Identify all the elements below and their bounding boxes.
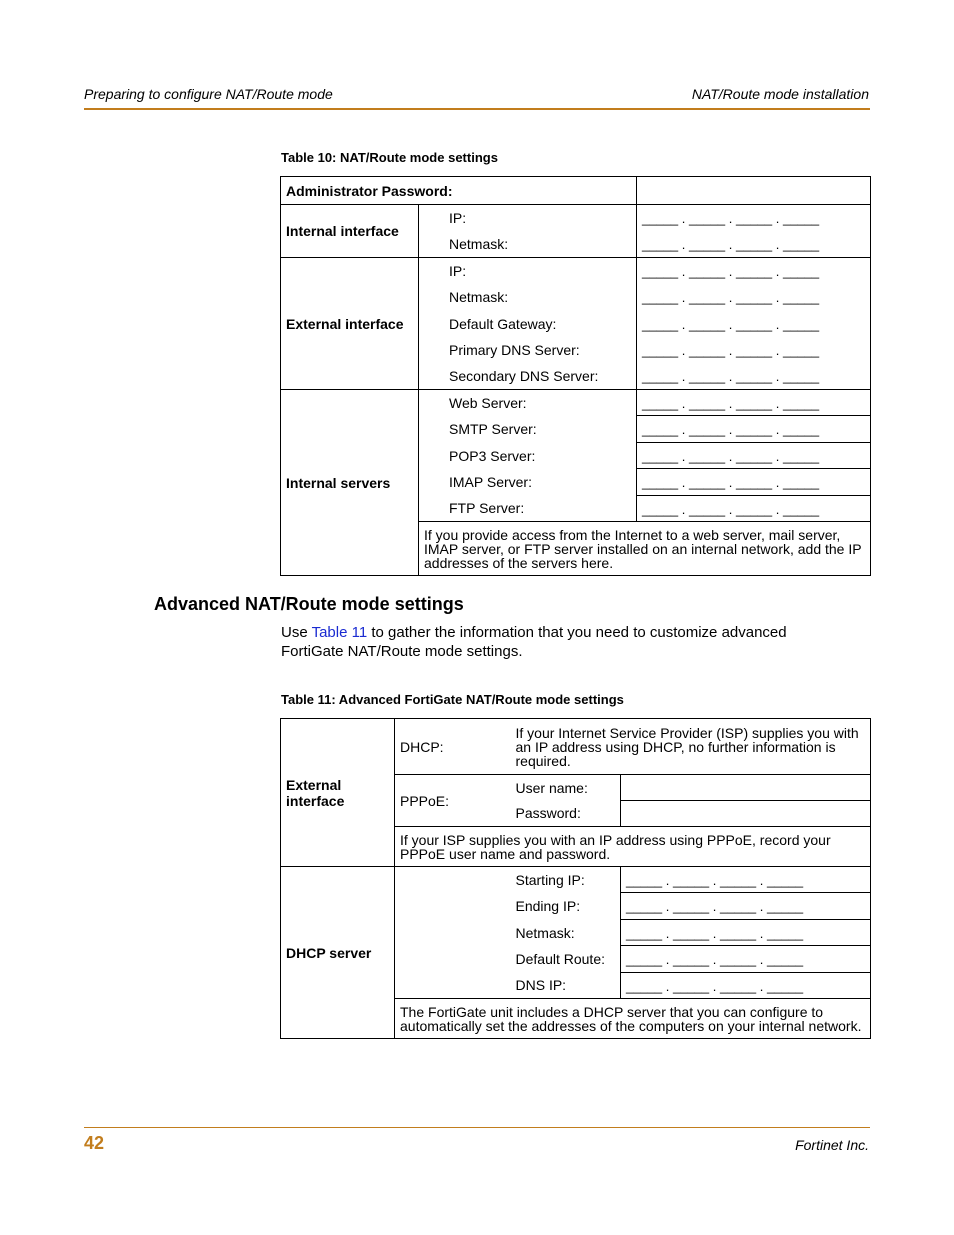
external-primary-dns-label: Primary DNS Server:	[449, 342, 580, 358]
external-interface-label: External interface	[281, 258, 419, 390]
ending-ip-blank: _____ . _____ . _____ . _____	[626, 899, 804, 914]
footer-rule	[84, 1127, 870, 1128]
running-header-right: NAT/Route mode installation	[691, 86, 869, 102]
default-route-label: Default Route:	[515, 951, 605, 967]
table11	[280, 718, 871, 1039]
internal-ip-blank: _____ . _____ . _____ . _____	[642, 210, 820, 226]
smtp-server-label: SMTP Server:	[449, 421, 537, 437]
external-ip-blank: _____ . _____ . _____ . _____	[642, 263, 820, 279]
dns-ip-label: DNS IP:	[511, 973, 621, 999]
external-ip-label: IP:	[419, 258, 637, 284]
section-body-post: to gather the information that you need to customize advanced FortiGate NAT/Route mode settings.	[281, 624, 787, 660]
starting-ip-blank: _____ . _____ . _____ . _____	[626, 872, 804, 888]
ftp-server-label: FTP Server:	[449, 500, 525, 517]
dhcp-label: DHCP:	[395, 719, 511, 775]
starting-ip-label: Starting IP:	[511, 867, 621, 893]
section-body	[281, 623, 841, 661]
internal-ip-label: IP:	[419, 205, 637, 231]
pppoe-label: PPPoE:	[395, 775, 511, 827]
imap-server-blank: _____ . _____ . _____ . _____	[642, 475, 820, 490]
dhcp-netmask-blank: _____ . _____ . _____ . _____	[626, 925, 804, 941]
dhcp-server-note: The FortiGate unit includes a DHCP server that you can configure to automatically set the addresses of the computers on your internal network.	[395, 999, 871, 1039]
t11-external-interface-label: External interface	[281, 719, 395, 867]
internal-servers-label: Internal servers	[281, 390, 419, 576]
pppoe-note: If your ISP supplies you with an IP address using PPPoE, record your PPPoE user name and password.	[395, 827, 871, 867]
smtp-server-blank: _____ . _____ . _____ . _____	[642, 422, 820, 437]
external-secondary-dns-label: Secondary DNS Server:	[419, 364, 637, 390]
pppoe-username-value	[621, 775, 871, 801]
ftp-server-blank: _____ . _____ . _____ . _____	[642, 501, 820, 517]
pop3-server-blank: _____ . _____ . _____ . _____	[642, 448, 820, 464]
imap-server-label: IMAP Server:	[449, 474, 532, 490]
internal-netmask-blank: _____ . _____ . _____ . _____	[642, 236, 820, 252]
admin-password-label: Administrator Password:	[281, 177, 637, 205]
pppoe-username-label: User name:	[511, 775, 621, 801]
admin-password-value	[637, 177, 871, 205]
internal-netmask-label: Netmask:	[419, 231, 637, 258]
pppoe-password-value	[621, 801, 871, 827]
dhcp-server-label: DHCP server	[281, 867, 395, 1039]
external-primary-dns-blank: _____ . _____ . _____ . _____	[642, 343, 820, 358]
pppoe-password-label: Password:	[511, 801, 621, 827]
dhcp-server-spacer	[395, 867, 511, 999]
external-netmask-label: Netmask:	[449, 289, 509, 305]
web-server-label: Web Server:	[419, 390, 637, 416]
table11-link[interactable]: Table 11	[311, 624, 368, 641]
header-rule	[84, 108, 870, 110]
dhcp-netmask-label: Netmask:	[515, 924, 575, 941]
table10	[280, 176, 871, 576]
external-gateway-blank: _____ . _____ . _____ . _____	[642, 316, 820, 332]
pop3-server-label: POP3 Server:	[449, 447, 536, 464]
external-netmask-blank: _____ . _____ . _____ . _____	[642, 290, 820, 305]
running-header-left: Preparing to configure NAT/Route mode	[84, 86, 333, 102]
internal-servers-note: If you provide access from the Internet to a web server, mail server, IMAP server, or FTP server installed on an internal network, add the IP addresses of the servers here.	[419, 522, 871, 576]
default-route-blank: _____ . _____ . _____ . _____	[626, 952, 804, 967]
dns-ip-blank: _____ . _____ . _____ . _____	[626, 978, 804, 994]
footer-company: Fortinet Inc.	[795, 1137, 869, 1153]
table10-caption: Table 10: NAT/Route mode settings	[281, 150, 498, 165]
section-title: Advanced NAT/Route mode settings	[154, 594, 464, 614]
section-body-pre: Use	[281, 624, 312, 641]
external-gateway-label: Default Gateway:	[449, 315, 557, 332]
page-number: 42	[84, 1133, 105, 1153]
web-server-blank: _____ . _____ . _____ . _____	[642, 395, 820, 411]
dhcp-text: If your Internet Service Provider (ISP) supplies you with an IP address using DHCP, no further information is required.	[511, 719, 871, 775]
internal-interface-label: Internal interface	[281, 205, 419, 258]
external-secondary-dns-blank: _____ . _____ . _____ . _____	[642, 369, 820, 385]
ending-ip-label: Ending IP:	[515, 898, 581, 914]
table11-caption: Table 11: Advanced FortiGate NAT/Route mode settings	[281, 692, 624, 707]
